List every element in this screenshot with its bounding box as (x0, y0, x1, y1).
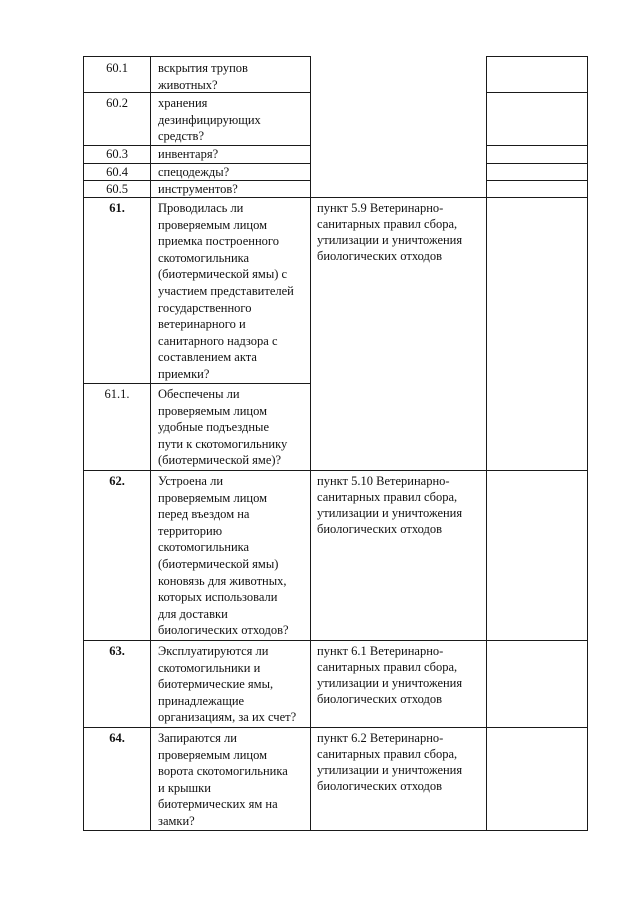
row-question: Обеспечены ли проверяемым лицом удобные подъездные пути к скотомогильнику (биотермической яме)? (158, 387, 288, 468)
row-question: хранения дезинфицирующих средств? (158, 96, 261, 144)
row-question: спецодежды? (158, 165, 230, 179)
row-number: 63. (109, 644, 125, 658)
row-number: 60.2 (106, 96, 128, 110)
row-question: Запираются ли проверяемым лицом ворота скотомогильника и крышки биотермических ям на замки? (158, 731, 288, 828)
row-number: 61.1. (104, 387, 130, 401)
row-question: Эксплуатируются ли скотомогильники и биотермические ямы, принадлежащие организациям, за их счет? (158, 644, 297, 725)
row-question: инвентаря? (158, 147, 219, 161)
row-number: 62. (109, 474, 125, 488)
row-reference: пункт 5.9 Ветеринарно- санитарных правил сбора, утилизации и уничтожения биологических отходов (317, 201, 463, 263)
row-number: 60.1 (106, 61, 128, 75)
row-number: 60.5 (106, 182, 128, 196)
row-question: инструментов? (158, 182, 238, 196)
row-question: Проводилась ли проверяемым лицом приемка построенного скотомогильника (биотермической ямы) с участием представителей государственного ветеринарного и санитарного надзора с составлением акта приемки? (158, 201, 294, 381)
row-number: 64. (109, 731, 125, 745)
row-number: 60.4 (106, 165, 128, 179)
row-number: 60.3 (106, 147, 128, 161)
row-reference: пункт 6.1 Ветеринарно- санитарных правил сбора, утилизации и уничтожения биологических отходов (317, 644, 463, 706)
row-question: вскрытия трупов животных? (158, 61, 248, 92)
row-question: Устроена ли проверяемым лицом перед въездом на территорию скотомогильника (биотермической ямы) коновязь для животных, которых использовали для доставки биологических отходов? (158, 474, 289, 638)
row-number: 61. (109, 201, 125, 215)
row-reference: пункт 6.2 Ветеринарно- санитарных правил сбора, утилизации и уничтожения биологических отходов (317, 731, 463, 793)
row-reference: пункт 5.10 Ветеринарно- санитарных правил сбора, утилизации и уничтожения биологических отходов (317, 474, 463, 536)
